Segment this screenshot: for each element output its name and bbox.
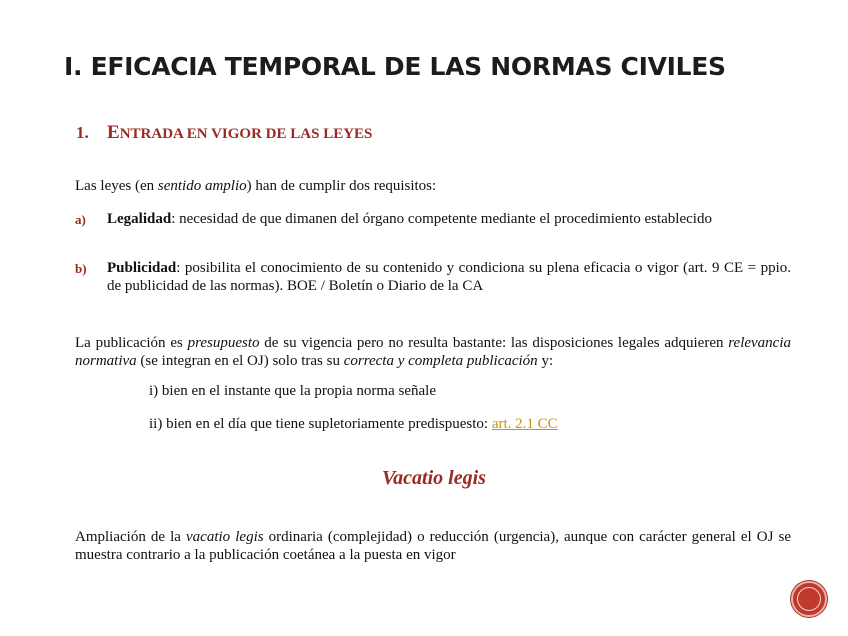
requirement-text: : posibilita el conocimiento de su contenido y condiciona su plena eficacia o vigor (art. 9 CE = ppio. de publicidad de las normas). BOE / Boletín o Diario de la CA: [107, 260, 791, 294]
circle-icon: [797, 587, 821, 611]
intro-paragraph: Las leyes (en sentido amplio) han de cumplir dos requisitos:: [75, 178, 437, 194]
section-number: 1.: [76, 123, 89, 142]
publication-paragraph: La publicación es presupuesto de su vigencia pero no resulta bastante: las disposiciones legales adquieren relevancia normativa (se integran en el OJ) solo tras su correcta y completa publicación y:: [75, 335, 791, 369]
list-marker: a): [75, 212, 86, 227]
section-heading: [76, 122, 372, 144]
moment-first: i) bien en el instante que la propia norma señale: [149, 383, 436, 399]
slide-nav-button[interactable]: [791, 581, 827, 617]
requirement-text: : necesidad de que dimanen del órgano competente mediante el procedimiento establecido: [171, 211, 712, 227]
requirement-publicidad: [75, 259, 791, 295]
requirement-term: Publicidad: [107, 260, 177, 276]
slide-title: I. EFICACIA TEMPORAL DE LAS NORMAS CIVILES: [64, 52, 726, 81]
section-heading-rest: NTRADA EN VIGOR DE LAS LEYES: [119, 126, 373, 142]
vacatio-legis-heading: Vacatio legis: [382, 467, 486, 489]
requirement-term: Legalidad: [107, 211, 172, 227]
closing-paragraph: Ampliación de la vacatio legis ordinaria (complejidad) o reducción (urgencia), aunque con carácter general el OJ se muestra contrario a la publicación coetánea a la puesta en vigor: [75, 529, 791, 563]
list-marker: b): [75, 261, 87, 276]
moment-second: ii) bien en el día que tiene supletoriamente predispuesto: art. 2.1 CC: [149, 416, 558, 432]
art-2-1-cc-link[interactable]: art. 2.1 CC: [491, 416, 558, 432]
requirement-legalidad: [75, 210, 791, 228]
section-heading-initial: E: [107, 122, 120, 143]
